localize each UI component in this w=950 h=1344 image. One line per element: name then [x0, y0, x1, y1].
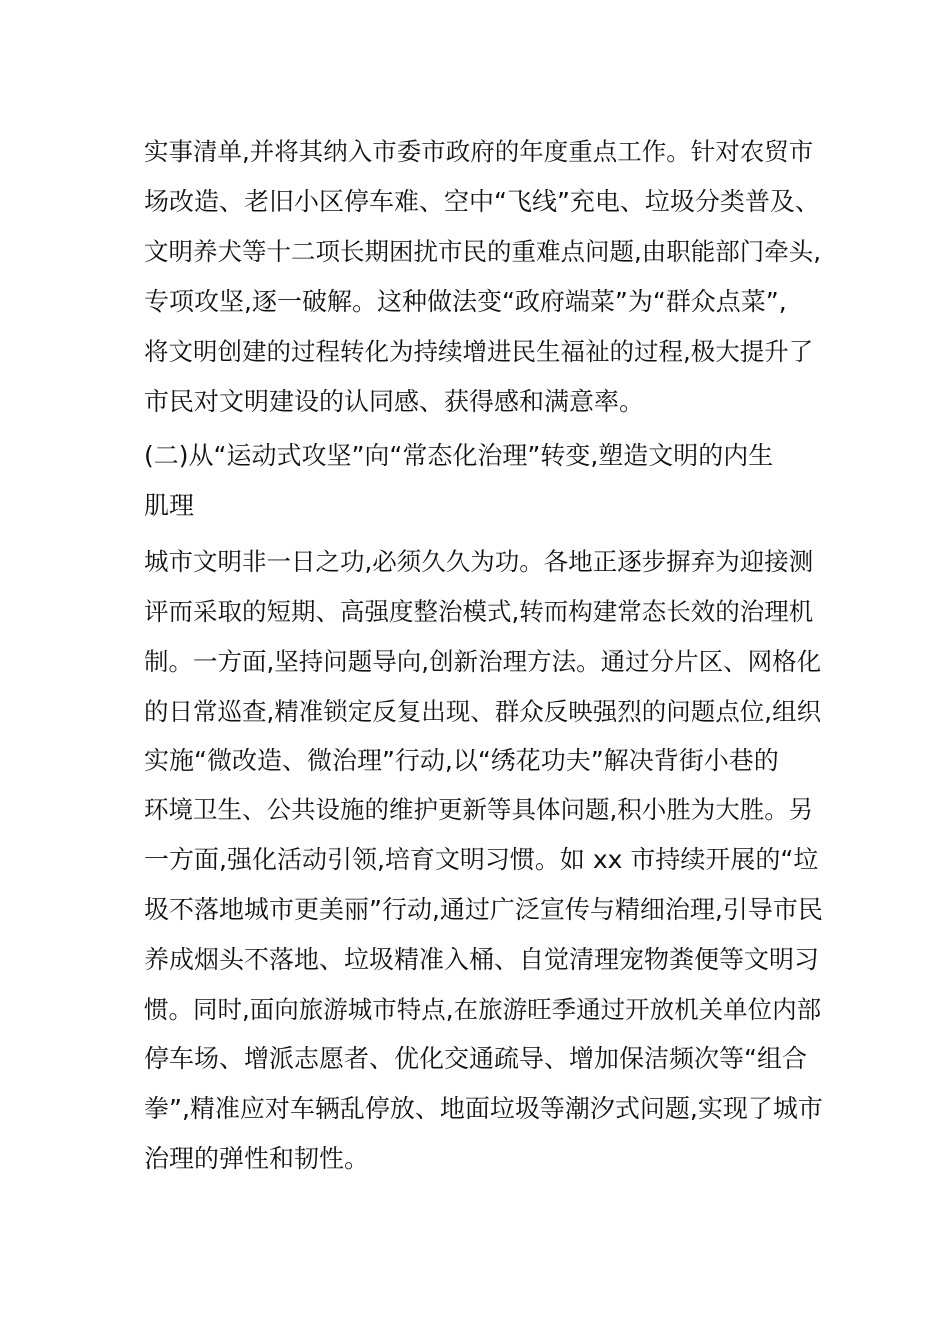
- text-line: 实事清单,并将其纳入市委市政府的年度重点工作。针对农贸市: [144, 137, 814, 166]
- text-line: 治理的弹性和韧性。: [144, 1144, 370, 1173]
- text-line: 市民对文明建设的认同感、获得感和满意率。: [144, 387, 645, 416]
- text-line: 圾不落地城市更美丽”行动,通过广泛宣传与精细治理,引导市民: [144, 895, 823, 924]
- text-line: 的日常巡查,精准锁定反复出现、群众反映强烈的问题点位,组织: [144, 697, 822, 726]
- text-line: 实施“微改造、微治理”行动,以“绣花功夫”解决背街小巷的: [144, 746, 779, 775]
- text-line: 城市文明非一日之功,必须久久为功。各地正逐步摒弃为迎接测: [144, 547, 814, 576]
- text-line: 评而采取的短期、高强度整治模式,转而构建常态长效的治理机: [144, 597, 814, 626]
- text-line: 惯。同时,面向旅游城市特点,在旅游旺季通过开放机关单位内部: [144, 995, 822, 1024]
- text-line: 将文明创建的过程转化为持续增进民生福祉的过程,极大提升了: [144, 337, 814, 366]
- text-line: 拳”,精准应对车辆乱停放、地面垃圾等潮汐式问题,实现了城市: [144, 1094, 823, 1123]
- text-line: 环境卫生、公共设施的维护更新等具体问题,积小胜为大胜。另: [144, 795, 814, 824]
- text-line: 养成烟头不落地、垃圾精准入桶、自觉清理宠物粪便等文明习: [144, 945, 820, 974]
- text-line: 文明养犬等十二项长期困扰市民的重难点问题,由职能部门牵头,: [144, 237, 822, 266]
- section-heading: 肌理: [144, 491, 195, 520]
- text-line: 场改造、老旧小区停车难、空中“飞线”充电、垃圾分类普及、: [144, 187, 820, 216]
- text-line: 制。一方面,坚持问题导向,创新治理方法。通过分片区、网格化: [144, 647, 822, 676]
- text-line: 停车场、增派志愿者、优化交通疏导、增加保洁频次等“组合: [144, 1044, 807, 1073]
- text-line: 专项攻坚,逐一破解。这种做法变“政府端菜”为“群众点菜”,: [144, 287, 787, 316]
- section-heading: (二)从“运动式攻坚”向“常态化治理”转变,塑造文明的内生: [144, 441, 774, 470]
- text-line: 一方面,强化活动引领,培育文明习惯。如 xx 市持续开展的“垃: [144, 845, 819, 874]
